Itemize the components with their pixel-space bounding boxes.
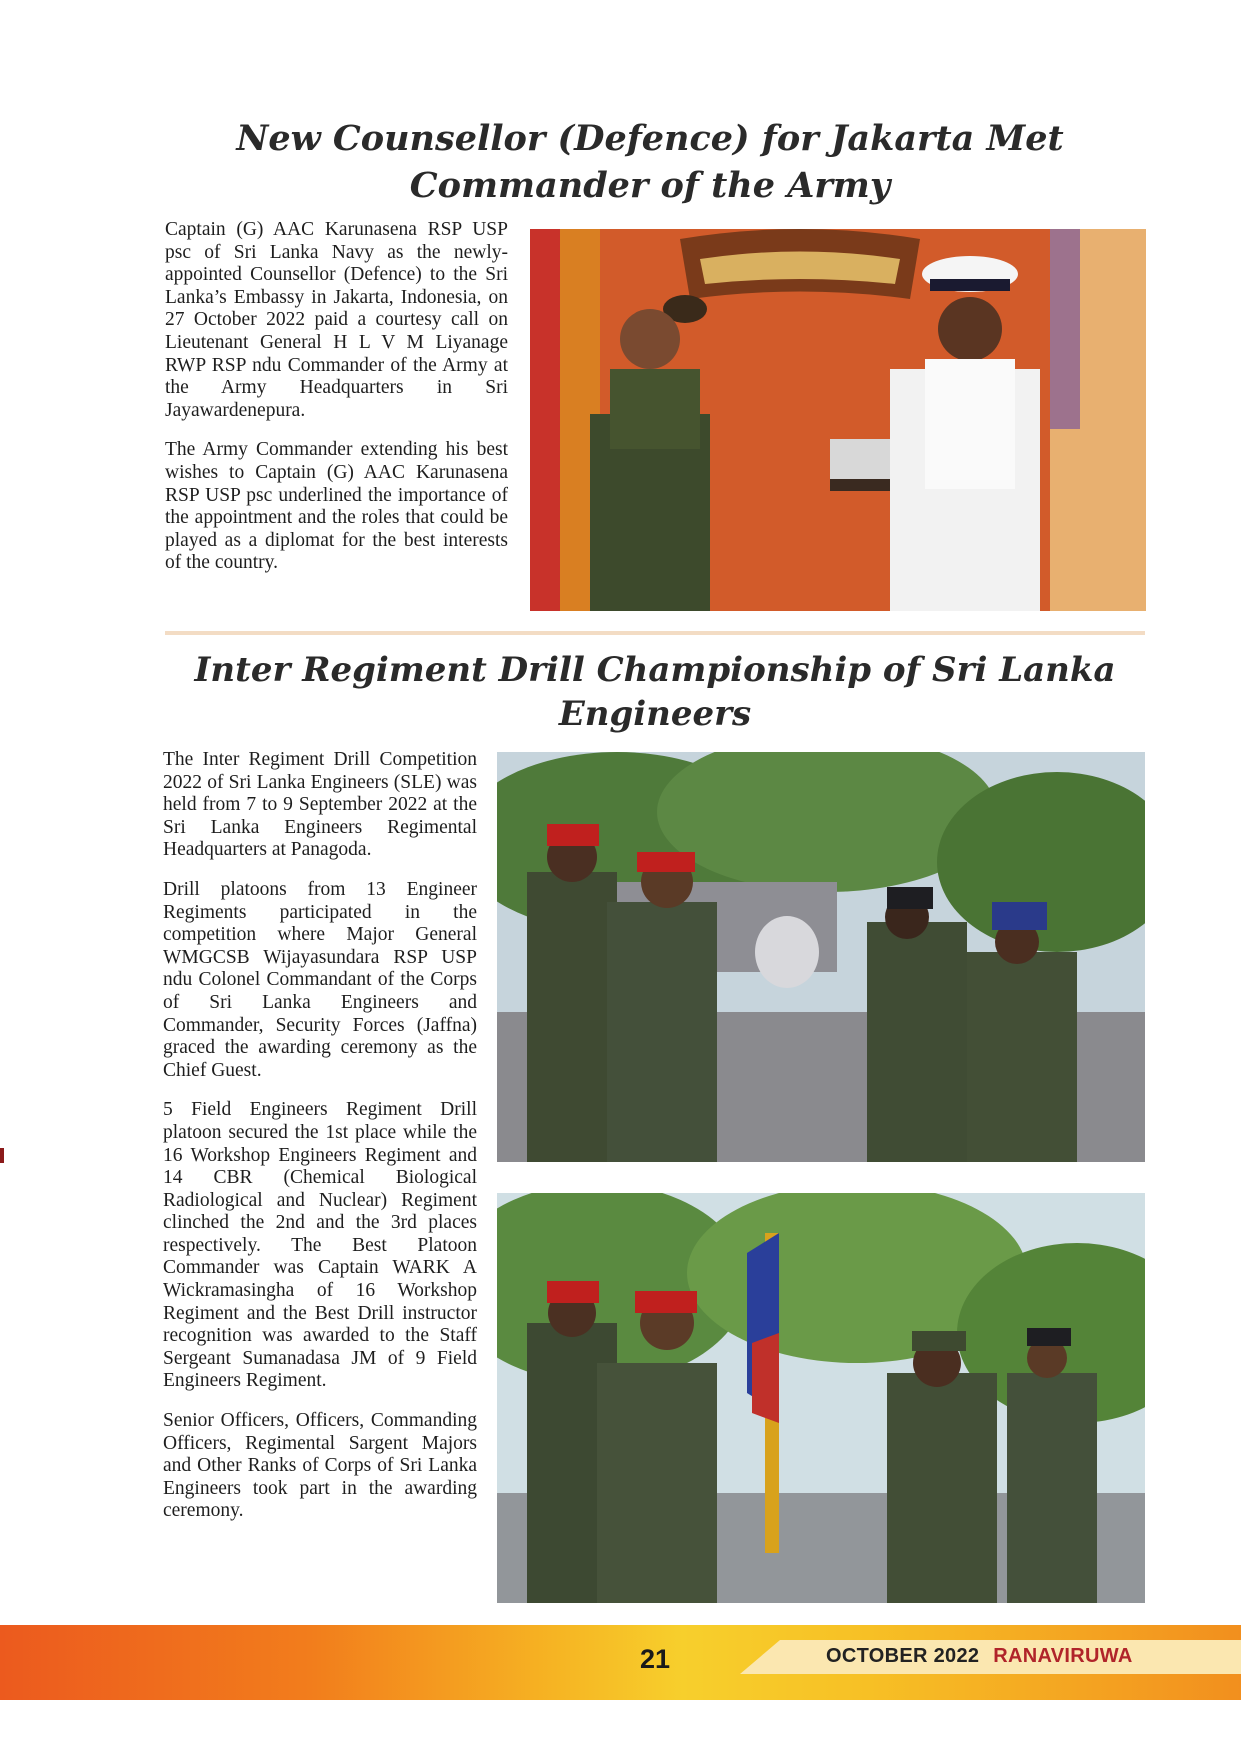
article1-body [165,219,508,592]
section-divider [165,631,1145,635]
footer-magazine: RANAVIRUWA [993,1645,1133,1667]
footer-month: OCTOBER 2022 [826,1645,980,1667]
article2-paragraph-1: The Inter Regiment Drill Competition 2022 of Sri Lanka Engineers (SLE) was held from 7 to 9 September 2022 at the Sri Lanka Engineers Regimental Headquarters at Panagoda. [163,749,477,861]
article2-body [163,749,477,1540]
article1-paragraph-1: Captain (G) AAC Karunasena RSP USP psc of Sri Lanka Navy as the newly-appointed Counsellor (Defence) to the Sri Lanka’s Embassy in Jakarta, Indonesia, on 27 October 2022 paid a courtesy call on Lieutenant General H L V M Liyanage RWP RSP ndu Commander of the Army at the Army Headquarters in Sri Jayawardenepura. [165,219,508,421]
edge-mark [0,1148,4,1163]
article1-title-line1: New Counsellor (Defence) for Jakarta Met [236,118,1064,159]
article2-paragraph-2: Drill platoons from 13 Engineer Regiments participated in the competition where Major General WMGCSB Wijayasundara RSP USP ndu Colonel Commandant of the Corps of Sri Lanka Engineers and Commander, Security Forces (Jaffna) graced the awarding ceremony as the Chief Guest. [163,878,477,1081]
article2-paragraph-4: Senior Officers, Officers, Commanding Officers, Regimental Sargent Majors and Other Ranks of Corps of Sri Lanka Engineers took part in the awarding ceremony. [163,1410,477,1522]
photo-commander-and-counsellor [530,229,1146,611]
article1-title [150,115,1150,209]
photo-trophy-presentation [497,752,1145,1162]
article1-title-line2: Commander of the Army [409,165,891,206]
photo-staff-presentation [497,1193,1145,1603]
article2-title: Inter Regiment Drill Championship of Sri Lanka Engineers [194,650,1116,734]
footer-publication [826,1645,1133,1668]
article2-paragraph-3: 5 Field Engineers Regiment Drill platoon secured the 1st place while the 16 Workshop Engineers Regiment and 14 CBR (Chemical Biological Radiological and Nuclear) Regiment clinched the 2nd and the 3rd places respectively. The Best Platoon Commander was Captain WARK A Wickramasingha of 16 Workshop Regiment and the Best Drill instructor recognition was awarded to the Staff Sergeant Sumanadasa JM of 9 Field Engineers Regiment. [163,1099,477,1392]
page-number: 21 [639,1644,671,1674]
article1-paragraph-2: The Army Commander extending his best wishes to Captain (G) AAC Karunasena RSP USP psc underlined the importance of the appointment and the roles that could be played as a diplomat for the best interests of the country. [165,439,508,574]
